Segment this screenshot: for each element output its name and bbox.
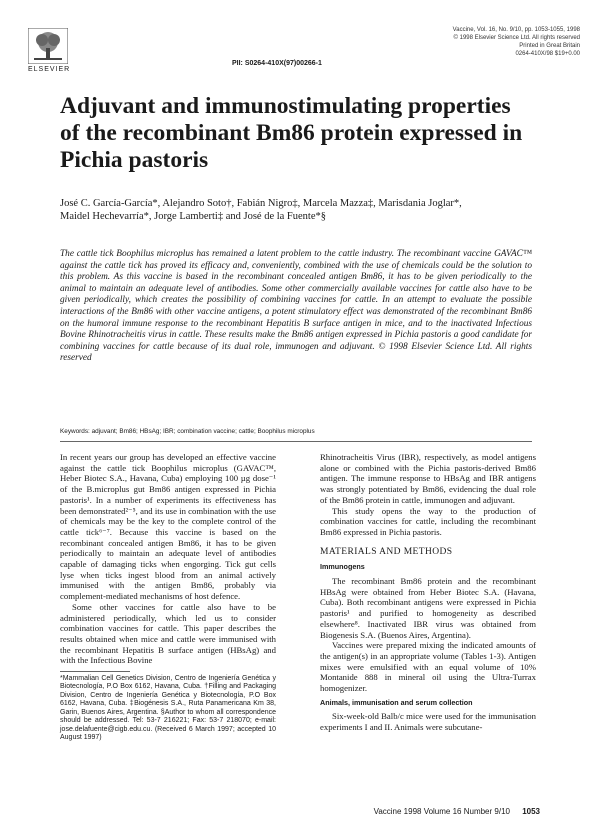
- keywords: Keywords: adjuvant; Bm86; HBsAg; IBR; combination vaccine; cattle; Boophilus microplus: [60, 428, 532, 442]
- journal-info-line: Printed in Great Britain: [519, 43, 580, 49]
- journal-info-line: Vaccine, Vol. 16, No. 9/10, pp. 1053-1055, 1998: [452, 27, 580, 33]
- methods-paragraph: The recombinant Bm86 protein and the recombinant HBsAg were obtained from Heber Biotec S.A. (Havana, Cuba). Both recombinant antigens were expressed in Pichia pastoris¹ and purified to homogeneity as described elsewhere⁸. Inactivated IBR virus was obtained from Biogenesis S.A. (Buenos Aires, Argentina).: [320, 576, 536, 640]
- methods-paragraph: Six-week-old Balb/c mice were used for the immunisation experiments I and II. Animals were subcutane-: [320, 711, 536, 733]
- intro-paragraph: Some other vaccines for cattle also have to be administered periodically, which led us to consider combination vaccines for cattle. This paper describes the results obtained when mice and cattle were immunised with the recombinant Hepatitis B surface antigen (HBsAg) and with the Infectious Bovine: [60, 601, 276, 666]
- journal-issue: Vaccine 1998 Volume 16 Number 9/10: [373, 807, 510, 816]
- abstract: The cattle tick Boophilus microplus has remained a latent problem to the cattle industry. The recombinant vaccine GAVAC™ against the cattle tick has proved its efficacy and, conveniently, combined with the use of chemicals could be the solution to this problem. As this vaccine is based in the recombinant concealed antigen Bm86, it has to be given periodically to the animal to maintain an adequate level of antibodies. Some other commercially available vaccines for cattle also have to be given periodically, which creates the possibility of combining vaccines for cattle. In an attempt to evaluate the possible interactions of the Bm86 with other vaccine antigens, a potent stimulatory effect was demonstrated of the recombinant Bm86 on the humoral immune response to the recombinant Hepatitis B surface antigen in mice, and to the inactivated Infectious Bovine Rhinotracheitis virus in cattle. These results make the Bm86 antigen expressed in Pichia pastoris a good candidate for combining vaccines for cattle because of its dual role, immunogen and adjuvant. © 1998 Elsevier Science Ltd. All rights reserved: [60, 249, 532, 364]
- publisher-logo-text: ELSEVIER: [28, 66, 71, 73]
- page-footer: [374, 807, 540, 816]
- article-title: Adjuvant and immunostimulating properties of the recombinant Bm86 protein expressed in Pichia pastoris: [60, 93, 523, 173]
- subsection-heading: Immunogens: [320, 562, 365, 572]
- publisher-logo: [28, 28, 71, 73]
- footnote-divider: [60, 671, 130, 672]
- right-column: [320, 452, 536, 733]
- pii-identifier: PII: S0264-410X(97)00266-1: [232, 60, 322, 67]
- journal-info: [400, 26, 580, 58]
- affiliation-footnote: *Mammalian Cell Genetics Division, Centro de Ingeniería Genética y Biotecnología, P.O Box 6162, Havana, Cuba. †Filling and Packaging Division, Centro de Ingeniería Genética y Biotecnología, P.O Box 6162, Havana, Cuba. ‡Biogénesis S.A., Ruta Panamericana Km 38, Garin, Buenos Aires, Argentina. §Author to whom all correspondence should be addressed. Tel: 53-7 216221; Fax: 53-7 218070; e-mail: jose.delafuente@cigb.edu.cu. (Received 6 March 1997; accepted 10 August 1997): [60, 675, 276, 741]
- author-list: José C. García-García*, Alejandro Soto†, Fabián Nigro‡, Marcela Mazza‡, Marisdania Joglar*, Maidel Hechevarría*, Jorge Lamberti‡ and José de la Fuente*§: [60, 198, 462, 222]
- intro-paragraph: Rhinotracheitis Virus (IBR), respectively, as model antigens alone or combined with the Pichia pastoris-derived Bm86 antigen. The immune response to HBsAg and IBR antigens was strongly potentiated by Bm86, evidencing the dual role of the Bm86 protein in cattle, immunogen and adjuvant.: [320, 452, 536, 505]
- journal-info-line: © 1998 Elsevier Science Ltd. All rights reserved: [453, 35, 580, 41]
- intro-paragraph: In recent years our group has developed an effective vaccine against the cattle tick Boophilus microplus (GAVAC™, Heber Biotec S.A., Havana, Cuba) employing 100 µg dose⁻¹ of the B.microplus gut Bm86 antigen expressed in Pichia pastoris¹. In a number of experiments its effectiveness has been demonstrated²⁻⁵, and its use in combination with the use of chemicals may be the key to the complete control of the cattle tick⁶⁻⁷. Because this vaccine is based on the recombinant concealed antigen Bm86, it has to be given periodically to maintain an adequate level of antibodies capable of damaging ticks when engorging. Tick gut cells lyse when ticks ingest blood from an animal actively immunised with the antigen Bm86, probably via complement-mediated mechanisms of host defence.: [60, 452, 276, 602]
- intro-paragraph: This study opens the way to the production of combination vaccines for cattle, including the recombinant Bm86 expressed in Pichia pastoris.: [320, 505, 536, 537]
- journal-info-line: 0264-410X/98 $19+0.00: [515, 51, 580, 57]
- methods-paragraph: Vaccines were prepared mixing the indicated amounts of the antigen(s) in an appropriate volume (Tables 1-3). Antigen mixes were emulsified with an equal volume of 10% Montanide 888 in mineral oil using the Ultra-Turrax homogenizer.: [320, 640, 536, 694]
- elsevier-tree-icon: [28, 28, 68, 64]
- left-column: [60, 452, 276, 742]
- subsection-heading: Animals, immunisation and serum collection: [320, 697, 473, 707]
- section-heading: MATERIALS AND METHODS: [320, 546, 453, 557]
- page-number: 1053: [522, 807, 540, 816]
